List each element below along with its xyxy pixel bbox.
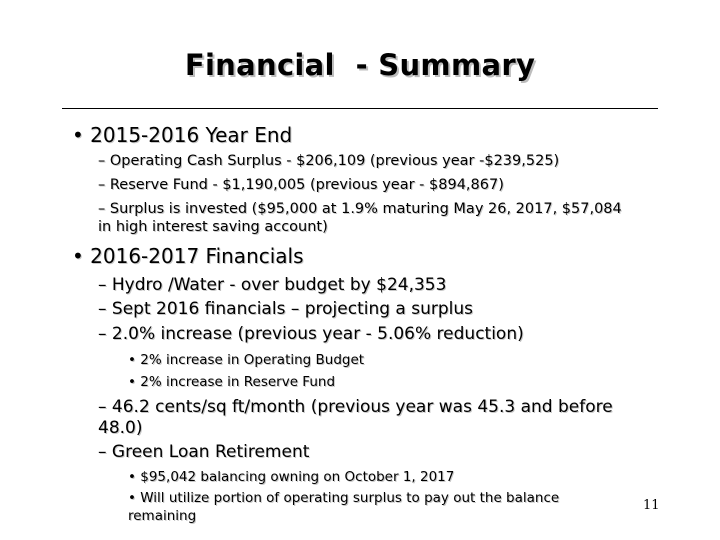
operating-budget-subitem: • 2% increase in Operating Budget (128, 352, 365, 368)
pay-out-balance-subitem: • Will utilize portion of operating surplus to pay out the balance (128, 490, 560, 506)
cents-per-sqft-item: – 46.2 cents/sq ft/month (previous year was 45.3 and before (98, 397, 613, 417)
section-heading-2016-2017: • 2016-2017 Financials (72, 244, 304, 268)
section-heading-2015-2016: • 2015-2016 Year End (72, 123, 293, 147)
title-divider (62, 108, 658, 109)
pay-out-balance-subitem-continued: remaining (128, 508, 197, 524)
surplus-invested-item-continued: in high interest saving account) (98, 219, 328, 235)
reserve-fund-item: – Reserve Fund - $1,190,005 (previous year - $894,867) (98, 177, 504, 193)
balancing-owing-subitem: • $95,042 balancing owning on October 1, 2017 (128, 469, 455, 485)
cents-per-sqft-item-continued: 48.0) (98, 418, 143, 438)
operating-cash-surplus-item: – Operating Cash Surplus - $206,109 (previous year -$239,525) (98, 153, 560, 169)
surplus-invested-item: – Surplus is invested ($95,000 at 1.9% maturing May 26, 2017, $57,084 (98, 201, 622, 217)
slide-title: Financial - Summary (184, 48, 536, 82)
page-number: 11 (643, 498, 660, 513)
sept-financials-item: – Sept 2016 financials – projecting a surplus (98, 299, 474, 319)
reserve-fund-subitem: • 2% increase in Reserve Fund (128, 374, 336, 390)
green-loan-retirement-item: – Green Loan Retirement (98, 442, 310, 462)
hydro-water-item: – Hydro /Water - over budget by $24,353 (98, 275, 447, 295)
increase-item: – 2.0% increase (previous year - 5.06% reduction) (98, 324, 524, 344)
